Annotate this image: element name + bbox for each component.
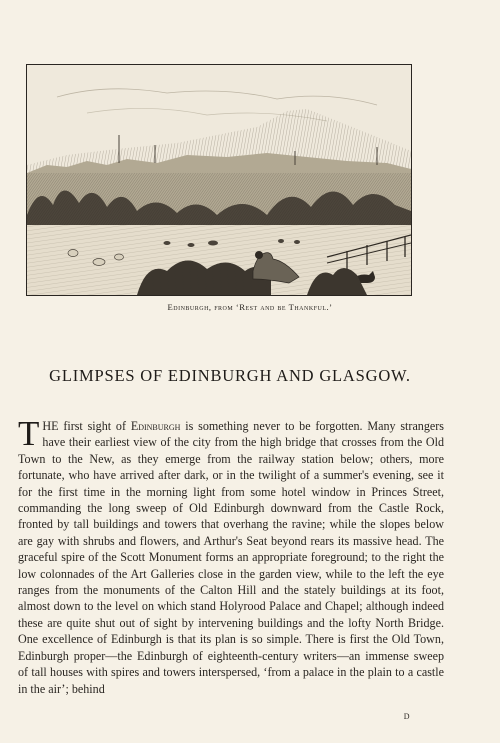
signature-mark: D xyxy=(403,712,410,721)
illustration-caption: Edinburgh, from ‘Rest and be Thankful.’ xyxy=(167,302,333,312)
drop-cap: T xyxy=(18,414,40,453)
engraving-picture xyxy=(27,65,411,295)
opening-words: HE first sight of xyxy=(42,419,131,433)
chapter-title: GLIMPSES OF EDINBURGH AND GLASGOW. xyxy=(49,366,411,385)
body-paragraph xyxy=(18,414,445,697)
engraving-illustration xyxy=(26,64,412,296)
article-body xyxy=(18,414,445,697)
opening-city-name: Edinburgh xyxy=(130,419,181,433)
body-text-run: is something never to be forgotten. Many strangers have their earliest view of the city from the high bridge that crosses from the Old Town to the New, as they emerge from the railway station below; others, more fortunate, who have arrived after dark, or in the twilight of a summer's evening, see it for the first time in the morning light from some hotel window in Princes Street, commanding the long sweep of Old Edinburgh downward from the Castle Rock, fronted by tall buildings and towers that overhang the ravine; while the slopes below are gay with shrubs and flowers, and Arthur's Seat beyond rears its massive head. The graceful spire of the Scott Monument forms an appropriate foreground; to the right the low colonnades of the Art Galleries close in the garden view, while to the left the eye ranges from the monuments of the Calton Hill and the stately buildings at its foot, almost down to the level on which stand Holyrood Palace and Chapel; although indeed these are quite shut out of sight by intervening buildings and the lofty North Bridge. One excellence of Edinburgh is that its plan is so simple. There is first the Old Town, Edinburgh proper—the Edinburgh of eighteenth-century writers—an immense sweep of tall houses with spires and towers interspersed, ‘from a palace in the plain to a castle in the air’; behind xyxy=(18,419,445,696)
